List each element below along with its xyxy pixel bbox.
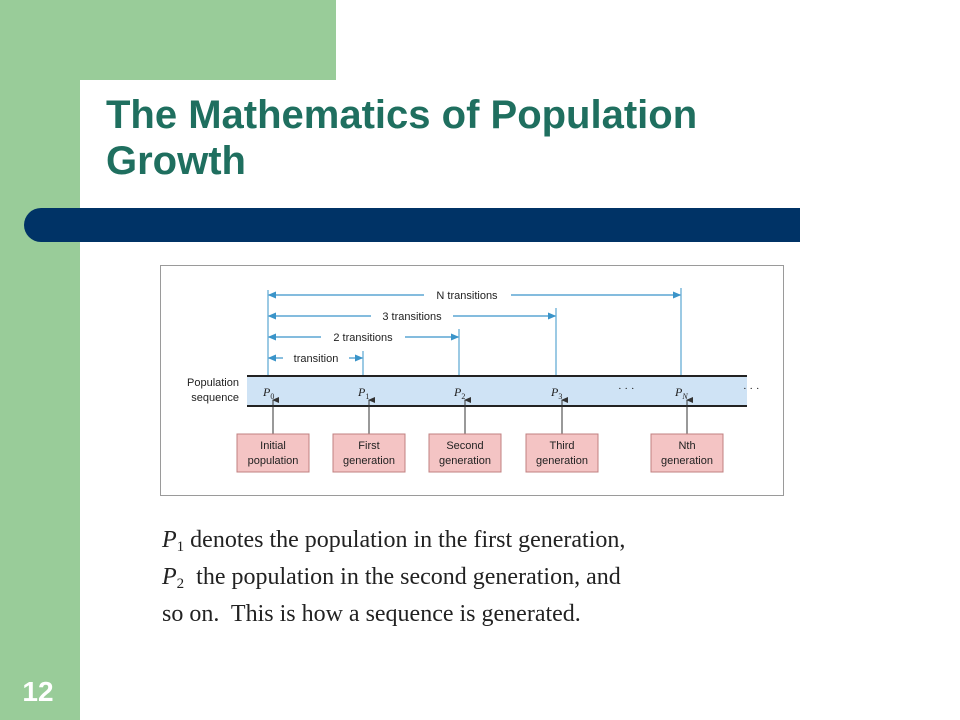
caption-sub-1: 1 — [176, 539, 185, 555]
box-initial-line-2: population — [247, 455, 299, 467]
caption-var-p1: P — [162, 527, 177, 553]
label-n-transitions: N transitions — [436, 290, 498, 302]
caption-line-2 — [162, 559, 822, 596]
term-p0: $P_0$ — [263, 385, 275, 401]
box-initial-line-1: Initial — [260, 440, 286, 452]
caption-line-1-text: denotes the population in the first generation, — [184, 527, 626, 553]
population-sequence-diagram — [160, 265, 784, 496]
caption-text — [162, 522, 822, 633]
trailing-ellipsis: · · · — [743, 383, 760, 395]
term-pn: $P_N$ — [675, 385, 688, 401]
middle-ellipsis: · · · — [618, 383, 635, 395]
transition-arrows — [269, 295, 680, 358]
caption-line-2-text: the population in the second generation, and — [184, 564, 621, 590]
row-label-line-2: sequence — [191, 392, 239, 404]
box-third-line-1: Third — [549, 440, 575, 452]
title-line-2: Growth — [106, 139, 246, 183]
row-label — [187, 377, 239, 404]
box-second-line-1: Second — [446, 440, 484, 452]
term-p2: $P_2$ — [454, 385, 466, 401]
page-number: 12 — [22, 676, 54, 707]
transition-labels — [294, 290, 498, 365]
diagram-svg — [161, 266, 783, 495]
slide-title — [106, 92, 866, 184]
box-first-line-2: generation — [343, 455, 395, 467]
sequence-band — [247, 376, 747, 406]
caption-sub-2: 2 — [176, 576, 185, 592]
box-second-line-2: generation — [439, 455, 491, 467]
top-strip — [0, 0, 336, 80]
box-third-line-2: generation — [536, 455, 588, 467]
caption-line-1 — [162, 522, 822, 559]
title-line-1: The Mathematics of Population — [106, 93, 698, 137]
label-transition: transition — [293, 353, 339, 365]
caption-line-3: so on. This is how a sequence is generated. — [162, 601, 581, 627]
label-3-transitions: 3 transitions — [382, 311, 442, 323]
term-p3: $P_3$ — [551, 385, 563, 401]
term-p1: $P_1$ — [358, 385, 370, 401]
title-underline-bar — [24, 208, 800, 242]
caption-var-p2: P — [162, 564, 177, 590]
box-nth-line-2: generation — [661, 455, 713, 467]
box-nth-line-1: Nth — [678, 440, 696, 452]
label-2-transitions: 2 transitions — [333, 332, 393, 344]
box-first-line-1: First — [358, 440, 380, 452]
side-strip — [0, 0, 80, 720]
row-label-line-1: Population — [187, 377, 239, 389]
